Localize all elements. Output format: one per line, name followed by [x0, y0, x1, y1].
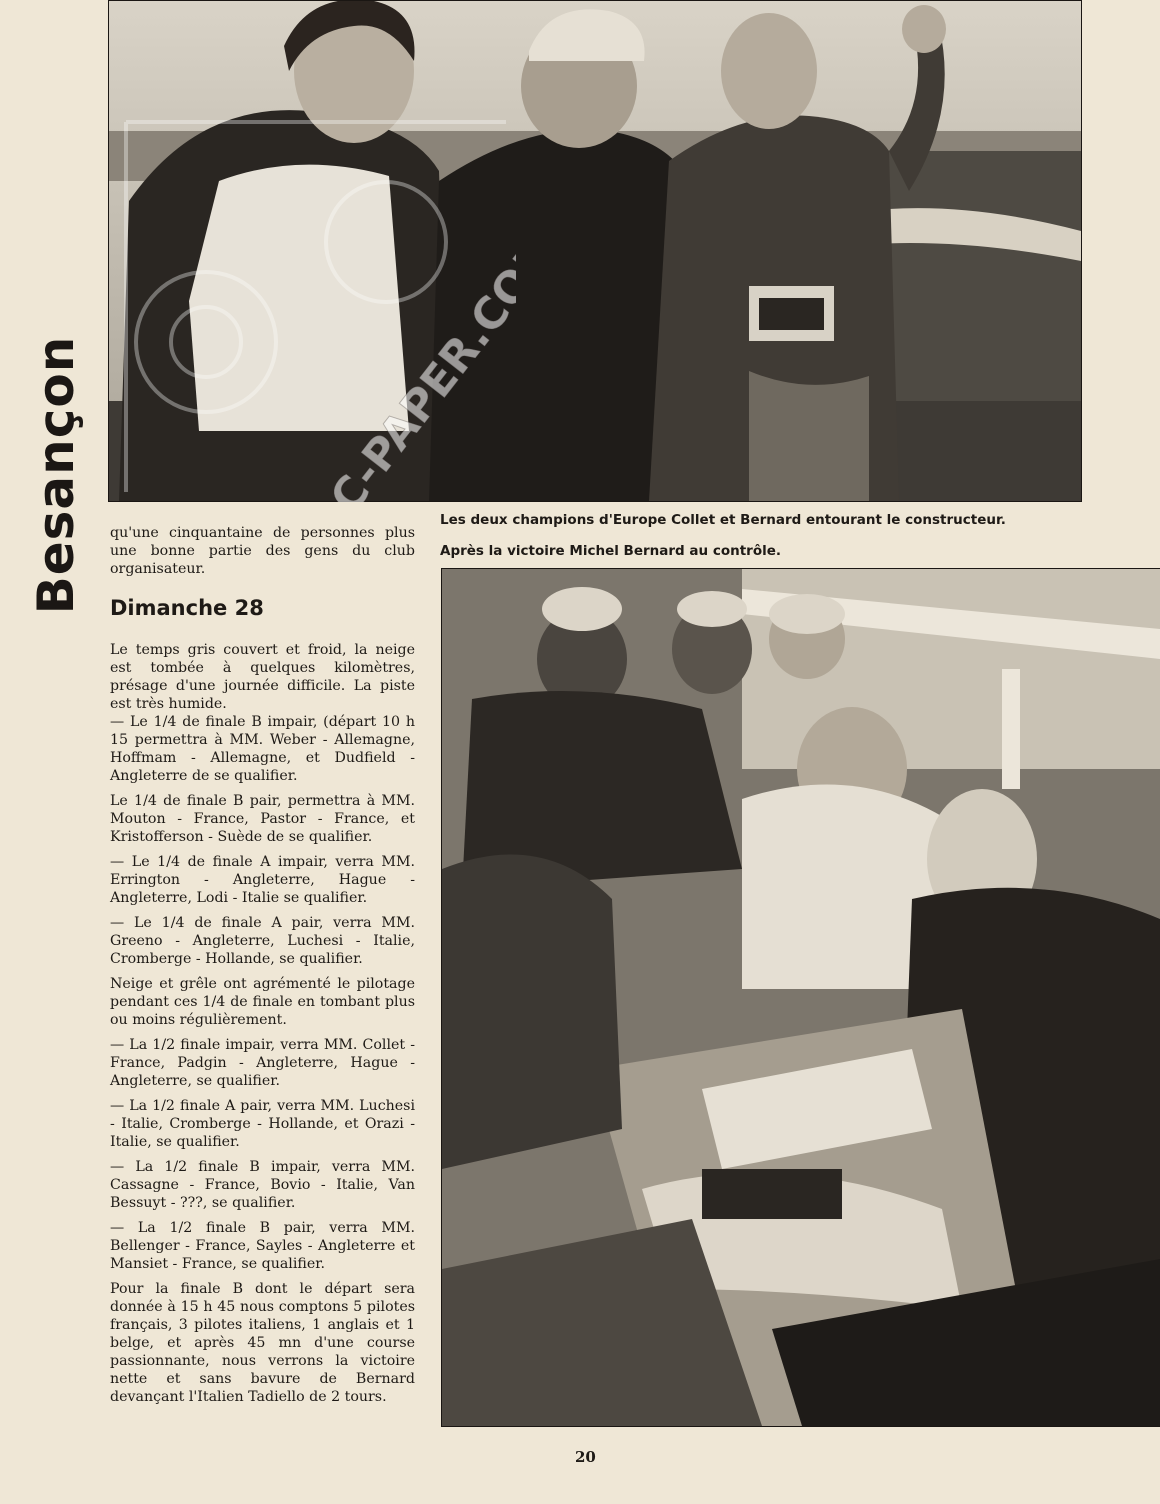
paragraph-2: Le 1/4 de finale B pair, permettra à MM. Mouton - France, Pastor - France, et Kristofferson - Suède de se qualifier.: [110, 793, 415, 845]
page-number: 20: [575, 1448, 596, 1466]
top-photo-three-men: [108, 0, 1082, 502]
section-title: [26, 325, 86, 625]
article-heading: Dimanche 28: [110, 596, 264, 620]
paragraph-4: — Le 1/4 de finale A pair, verra MM. Greeno - Angleterre, Luchesi - Italie, Cromberge - Hollande, se qualifier.: [110, 915, 415, 967]
paragraph-10: Pour la finale B dont le départ sera donnée à 15 h 45 nous comptons 5 pilotes français, 3 pilotes italiens, 1 anglais et 1 belge, et après 45 mn d'une course passionnante, nous verrons la victoire nette et sans bavure de Bernard devançant l'Italien Tadiello de 2 tours.: [110, 1281, 415, 1405]
paragraph-5: Neige et grêle ont agrémenté le pilotage pendant ces 1/4 de finale en tombant plus ou moins régulièrement.: [110, 976, 415, 1028]
section-title-text: Besançon: [27, 335, 85, 615]
article-body: [110, 641, 415, 1413]
paragraph-8: — La 1/2 finale B impair, verra MM. Cassagne - France, Bovio - Italie, Van Bessuyt - ???, se qualifier.: [110, 1159, 415, 1211]
article-intro: [110, 524, 415, 585]
paragraph-9: — La 1/2 finale B pair, verra MM. Bellenger - France, Sayles - Angleterre et Mansiet - France, se qualifier.: [110, 1220, 415, 1272]
bottom-photo-illustration: [442, 569, 1160, 1426]
bottom-photo-caption: Après la victoire Michel Bernard au contrôle.: [440, 543, 782, 559]
paragraph-6: — La 1/2 finale impair, verra MM. Collet - France, Padgin - Angleterre, Hague - Angleterre, se qualifier.: [110, 1037, 415, 1089]
bottom-photo-pit-crew: [441, 568, 1160, 1427]
intro-paragraph: qu'une cinquantaine de personnes plus une bonne partie des gens du club organisateur.: [110, 525, 415, 577]
top-photo-illustration: [109, 1, 1081, 501]
top-photo-caption: Les deux champions d'Europe Collet et Bernard entourant le constructeur.: [440, 512, 1006, 528]
paragraph-7: — La 1/2 finale A pair, verra MM. Luchesi - Italie, Cromberge - Hollande, et Orazi - Italie, se qualifier.: [110, 1098, 415, 1150]
paragraph-3: — Le 1/4 de finale A impair, verra MM. Errington - Angleterre, Hague - Angleterre, Lodi - Italie se qualifier.: [110, 854, 415, 906]
paragraph-1: Le temps gris couvert et froid, la neige est tombée à quelques kilomètres, présage d'une journée difficile. La piste est très humide. — Le 1/4 de finale B impair, (départ 10 h 15 permettra à MM. Weber - Allemagne, Hoffmam - Allemagne, et Dudfield - Angleterre de se qualifier.: [110, 642, 415, 784]
